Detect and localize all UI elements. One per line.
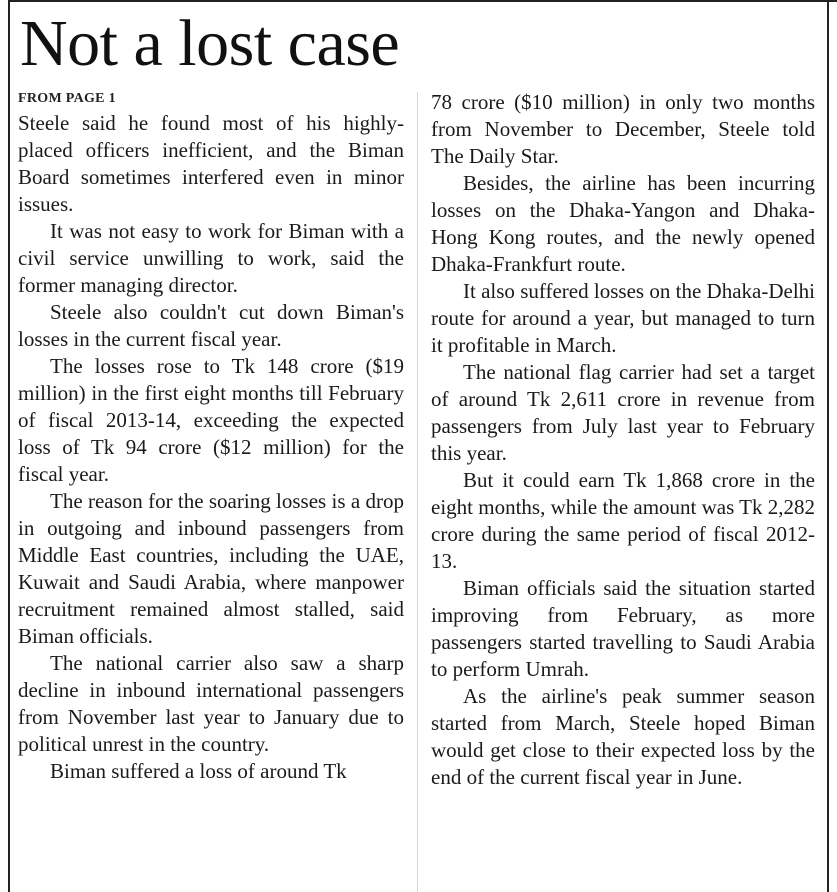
paragraph: Biman officials said the situation started improving from February, as more passengers started travelling to Saudi Arabia to perform Umrah.: [431, 576, 815, 681]
clipping-border-right: [827, 0, 829, 892]
article-headline: Not a lost case: [20, 7, 400, 80]
article-column-left: [18, 88, 404, 785]
paragraph: The reason for the soaring losses is a drop in outgoing and inbound passengers from Middle East countries, including the UAE, Kuwait and Saudi Arabia, where manpower recruitment remained almost stalled, said Biman officials.: [18, 489, 404, 648]
paragraph: As the airline's peak summer season started from March, Steele hoped Biman would get close to their expected loss by the end of the current fiscal year in June.: [431, 684, 815, 789]
paragraph: It also suffered losses on the Dhaka-Delhi route for around a year, but managed to turn it profitable in March.: [431, 279, 815, 357]
paragraph: Besides, the airline has been incurring losses on the Dhaka-Yangon and Dhaka-Hong Kong routes, and the newly opened Dhaka-Frankfurt route.: [431, 171, 815, 276]
page-jump-kicker: FROM PAGE 1: [18, 91, 116, 106]
clipping-border-left: [8, 0, 10, 892]
paragraph-continued: 78 crore ($10 million) in only two months from November to December, Steele told The Daily Star.: [431, 90, 815, 168]
paragraph: But it could earn Tk 1,868 crore in the eight months, while the amount was Tk 2,282 crore during the same period of fiscal 2012-13.: [431, 468, 815, 573]
paragraph: The national flag carrier had set a target of around Tk 2,611 crore in revenue from passengers from July last year to February this year.: [431, 360, 815, 465]
article-column-right: [431, 89, 815, 791]
paragraph: The losses rose to Tk 148 crore ($19 million) in the first eight months till February of fiscal 2013-14, exceeding the expected loss of Tk 94 crore ($12 million) for the fiscal year.: [18, 354, 404, 486]
paragraph: Steele said he found most of his highly-placed officers inefficient, and the Biman Board sometimes interfered even in minor issues.: [18, 111, 404, 216]
paragraph: Steele also couldn't cut down Biman's losses in the current fiscal year.: [18, 300, 404, 351]
paragraph: The national carrier also saw a sharp decline in inbound international passengers from November last year to January due to political unrest in the country.: [18, 651, 404, 756]
column-divider: [417, 92, 418, 892]
paragraph: Biman suffered a loss of around Tk: [50, 759, 347, 783]
paragraph: It was not easy to work for Biman with a civil service unwilling to work, said the former managing director.: [18, 219, 404, 297]
clipping-border-top: [8, 0, 837, 2]
